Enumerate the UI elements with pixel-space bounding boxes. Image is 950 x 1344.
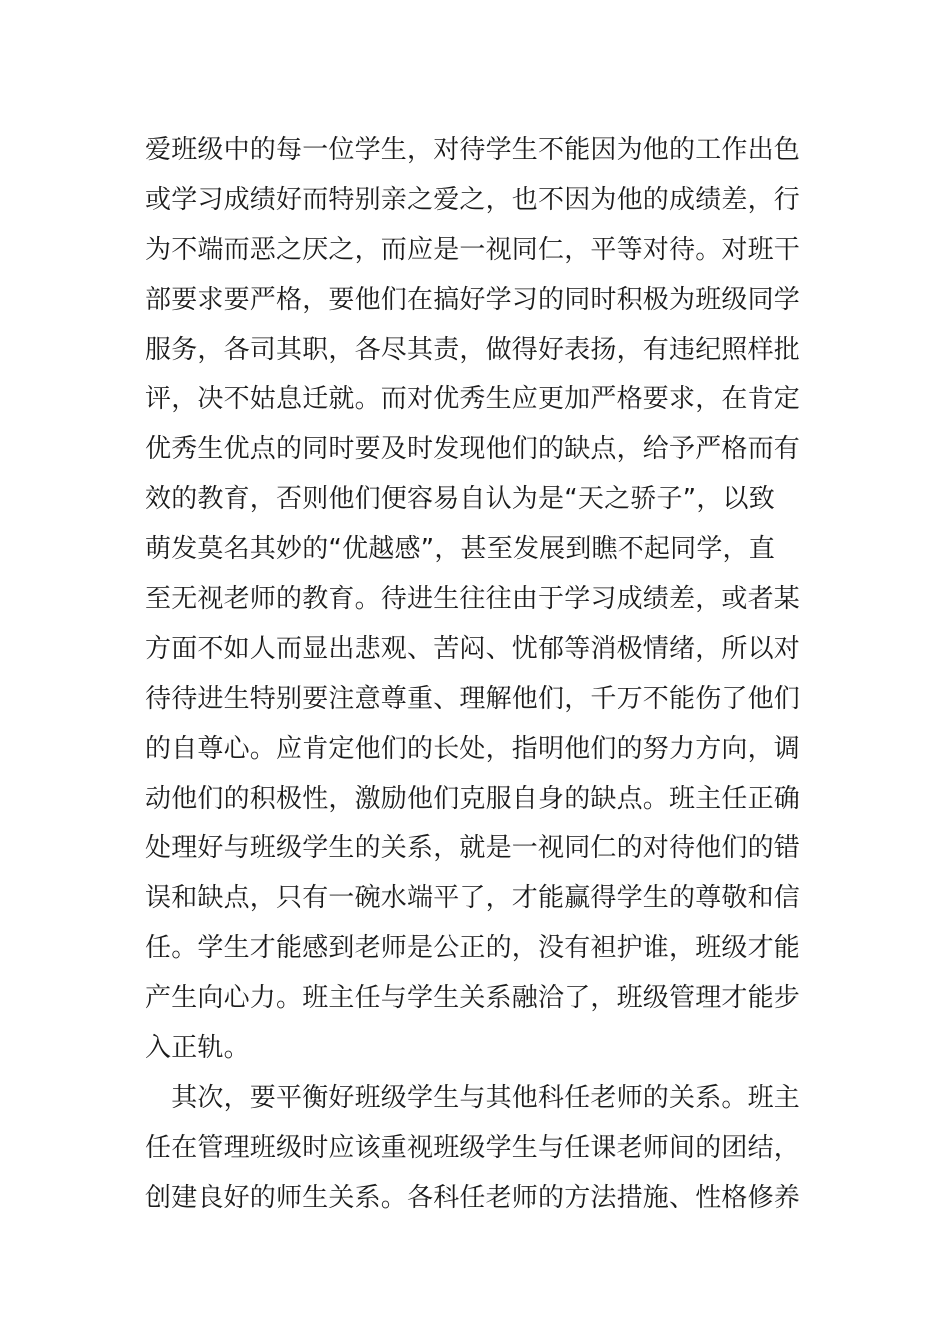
text-line: 部要求要严格，要他们在搞好学习的同时积极为班级同学 [145,284,801,315]
text-line: 方面不如人而显出悲观、苦闷、忧郁等消极情绪，所以对 [145,633,801,664]
text-line: 爱班级中的每一位学生，对待学生不能因为他的工作出色 [145,135,801,165]
text-line: 其次，要平衡好班级学生与其他科任老师的关系。班主 [145,1082,801,1113]
text-line: 处理好与班级学生的关系，就是一视同仁的对待他们的错 [145,833,801,864]
text-line: 的自尊心。应肯定他们的长处，指明他们的努力方向，调 [145,733,801,764]
text-line: 为不端而恶之厌之，而应是一视同仁，平等对待。对班干 [145,234,801,265]
text-line: 萌发莫名其妙的“优越感”，甚至发展到瞧不起同学，直 [145,534,775,565]
text-line: 效的教育，否则他们便容易自认为是“天之骄子”，以致 [145,484,775,515]
body-text [145,126,805,1224]
text-line: 产生向心力。班主任与学生关系融洽了，班级管理才能步 [145,983,801,1014]
text-line: 待待进生特别要注意尊重、理解他们，千万不能伤了他们 [145,683,801,714]
text-line: 动他们的积极性，激励他们克服自身的缺点。班主任正确 [145,783,801,814]
text-line: 任。学生才能感到老师是公正的，没有袒护谁，班级才能 [145,933,801,964]
text-line: 或学习成绩好而特别亲之爱之，也不因为他的成绩差，行 [145,184,801,215]
text-line: 服务，各司其职，各尽其责，做得好表扬，有违纪照样批 [145,334,801,365]
text-line: 入正轨。 [145,1033,250,1064]
text-line: 优秀生优点的同时要及时发现他们的缺点，给予严格而有 [145,434,801,465]
text-line: 评，决不姑息迁就。而对优秀生应更加严格要求，在肯定 [145,384,801,415]
text-line: 任在管理班级时应该重视班级学生与任课老师间的团结， [145,1132,801,1163]
text-line: 创建良好的师生关系。各科任老师的方法措施、性格修养 [145,1182,801,1213]
text-line: 至无视老师的教育。待进生往往由于学习成绩差，或者某 [145,584,801,615]
text-line: 误和缺点，只有一碗水端平了，才能赢得学生的尊敬和信 [145,883,801,914]
